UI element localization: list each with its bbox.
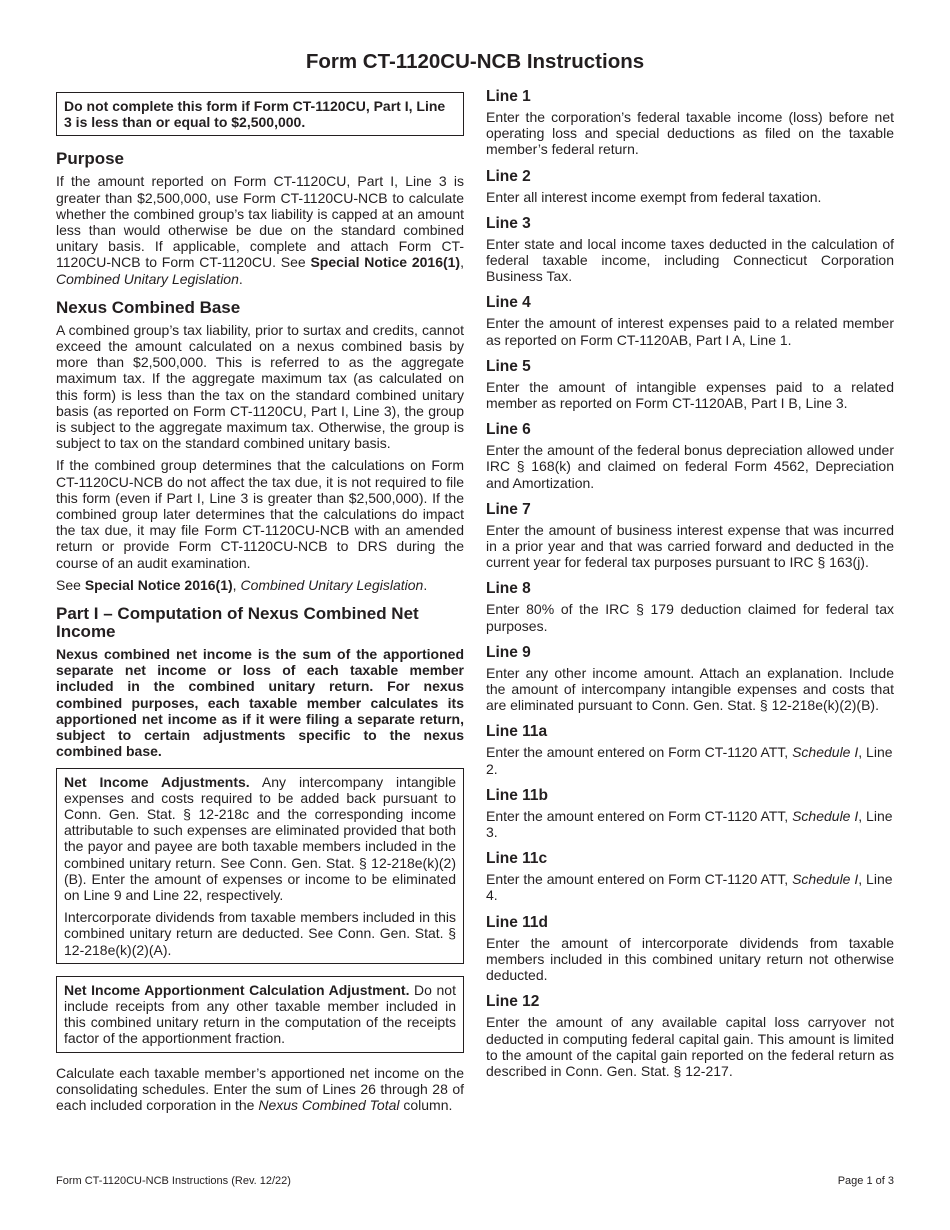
line-text: Enter all interest income exempt from federal taxation. [486, 188, 822, 205]
line-heading: Line 1 [486, 88, 531, 105]
line-text: Enter the amount of interest expenses paid to a related member as reported on Form CT-1120AB, Part I A, Line 1. [486, 315, 894, 348]
line-heading: Line 11a [486, 723, 548, 741]
right-column [486, 88, 894, 1089]
page-title: Form CT-1120CU-NCB Instructions [305, 50, 645, 73]
line-6 [486, 421, 894, 491]
nexus-see-notice: See Special Notice 2016(1), Combined Unitary Legislation. [56, 576, 428, 593]
line-text: Enter the amount of intangible expenses paid to a related member as reported on Form CT-1120AB, Part I B, Line 3. [486, 378, 894, 412]
purpose-text: If the amount reported on Form CT-1120CU, Part I, Line 3 is greater than $2,500,000, use Form CT-1120CU-NCB to calculate whether the combined group’s tax liability is capped at an amount less than would otherwise be due on the standard combined unitary basis. If applicable, complete and attach Form CT-1120CU-NCB to Form CT-1120CU. See Special Notice 2016(1), Combined Unitary Legislation. [56, 173, 464, 287]
notice-box [56, 92, 464, 136]
line-5 [486, 358, 894, 411]
line-11d [486, 914, 894, 984]
line-heading: Line 5 [486, 357, 531, 375]
apportionment-adjustment-box [56, 976, 464, 1053]
part1-closing: Calculate each taxable member’s apportioned net income on the consolidating schedules. Enter the sum of Lines 26 through 28 of each included corporation in the Nexus Combined Total column. [56, 1064, 464, 1113]
line-text: Enter 80% of the IRC § 179 deduction claimed for federal tax purposes. [486, 601, 894, 634]
line-1 [486, 88, 894, 158]
line-text: Enter the amount of any available capital loss carryover not deducted in computing federal capital gain. This amount is limited to the amount of the capital gain reported on the federal return as described in Conn. Gen. Stat. § 12-217. [486, 1014, 894, 1079]
line-heading: Line 4 [486, 294, 531, 312]
line-text: Enter the amount entered on Form CT-1120 ATT, Schedule I, Line 3. [486, 807, 893, 841]
line-heading: Line 8 [486, 580, 531, 598]
nexus-paragraph-2: If the combined group determines that the calculations on Form CT-1120CU-NCB do not affect the tax due, it is not required to file this form (even if Part I, Line 3 is greater than $2,500,000). If the combined group later determines that the calculations do impact the tax due, it may file Form CT-1120CU-NCB with an amended return or provide Form CT-1120CU-NCB to DRS during the course of an audit examination. [56, 457, 464, 571]
line-heading: Line 11d [486, 913, 549, 931]
line-7 [486, 501, 894, 571]
line-9 [486, 644, 894, 714]
line-12 [486, 993, 894, 1079]
line-11c [486, 850, 894, 903]
intercorporate-dividends-text: Intercorporate dividends from taxable members included in this combined unitary return are deducted. See Conn. Gen. Stat. § 12-218e(k)(2)(A). [64, 909, 456, 958]
line-heading: Line 11c [486, 850, 548, 868]
line-text: Enter the amount of business interest expense that was incurred in a prior year and that was carried forward and deducted in the current year for federal tax purposes pursuant to IRC § 163(j). [486, 521, 894, 571]
line-text: Enter any other income amount. Attach an explanation. Include the amount of intercompany intangible expenses and costs that are eliminated pursuant to Conn. Gen. Stat. § 12-218e(k)(2)(B). [486, 664, 894, 714]
line-heading: Line 7 [486, 500, 531, 518]
line-heading: Line 2 [486, 167, 531, 185]
footer-page-number: Page 1 of 3 [837, 1175, 894, 1187]
part1-intro: Nexus combined net income is the sum of the apportioned separate net income or loss of each taxable member included in the combined unitary return. For nexus combined purposes, each taxable member calculates its apportioned net income as if it were filing a separate return, subject to certain adjustments specific to the nexus combined base. [56, 646, 464, 760]
line-heading: Line 3 [486, 214, 531, 232]
line-text: Enter state and local income taxes deducted in the calculation of federal taxable income, including Connecticut Corporation Business Tax. [486, 235, 894, 285]
line-4 [486, 294, 894, 347]
line-11b [486, 787, 894, 840]
line-heading: Line 6 [486, 421, 531, 439]
notice-text: Do not complete this form if Form CT-1120CU, Part I, Line 3 is less than or equal to $2,500,000. [64, 98, 446, 131]
line-3 [486, 215, 894, 285]
apportionment-adjustment-text: Net Income Apportionment Calculation Adjustment. Do not include receipts from any other taxable member included in this combined unitary return in the computation of the receipts factor of the apportionment fraction. [64, 981, 456, 1047]
line-text: Enter the amount entered on Form CT-1120 ATT, Schedule I, Line 2. [486, 744, 893, 777]
nexus-paragraph-1: A combined group’s tax liability, prior to surtax and credits, cannot exceed the amount calculated on a nexus combined basis by more than $2,500,000. This is referred to as the aggregate maximum tax. If the aggregate maximum tax (as calculated on this form) is less than the tax on the standard combined unitary basis (as reported on Form CT-1120CU, Part I, Line 3), the group is subject to the aggregate maximum tax. Otherwise, the group is subject to tax on the standard combined unitary basis. [56, 321, 464, 452]
purpose-heading: Purpose [56, 149, 125, 169]
footer-form-revision: Form CT-1120CU-NCB Instructions (Rev. 12/22) [56, 1175, 291, 1187]
line-heading: Line 11b [486, 786, 549, 804]
line-text: Enter the corporation’s federal taxable income (loss) before net operating loss and special deductions as filed on the taxable member’s federal return. [486, 109, 894, 158]
line-text: Enter the amount of intercorporate dividends from taxable members included in this combined unitary return not otherwise deducted. [486, 934, 894, 984]
line-2 [486, 168, 894, 205]
line-8 [486, 580, 894, 633]
line-heading: Line 9 [486, 643, 531, 661]
line-heading: Line 12 [486, 993, 540, 1011]
net-income-adjustments-box [56, 768, 464, 964]
nexus-heading: Nexus Combined Base [56, 297, 241, 317]
line-text: Enter the amount of the federal bonus depreciation allowed under IRC § 168(k) and claimed on federal Form 4562, Depreciation and Amortization. [486, 442, 894, 491]
line-11a [486, 723, 894, 776]
part1-heading: Part I – Computation of Nexus Combined Net Income [56, 604, 419, 642]
line-text: Enter the amount entered on Form CT-1120 ATT, Schedule I, Line 4. [486, 871, 893, 904]
left-column [56, 88, 464, 1113]
net-income-adjustments-text: Net Income Adjustments. Any intercompany intangible expenses and costs required to be added back pursuant to Conn. Gen. Stat. § 12-218c and the corresponding income attributable to such expenses are eliminated provided that both the payor and payee are both taxable members included in the combined unitary return. See Conn. Gen. Stat. § 12-218e(k)(2)(B). Enter the amount of expenses or income to be eliminated on Line 9 and Line 22, respectively. [64, 773, 456, 903]
